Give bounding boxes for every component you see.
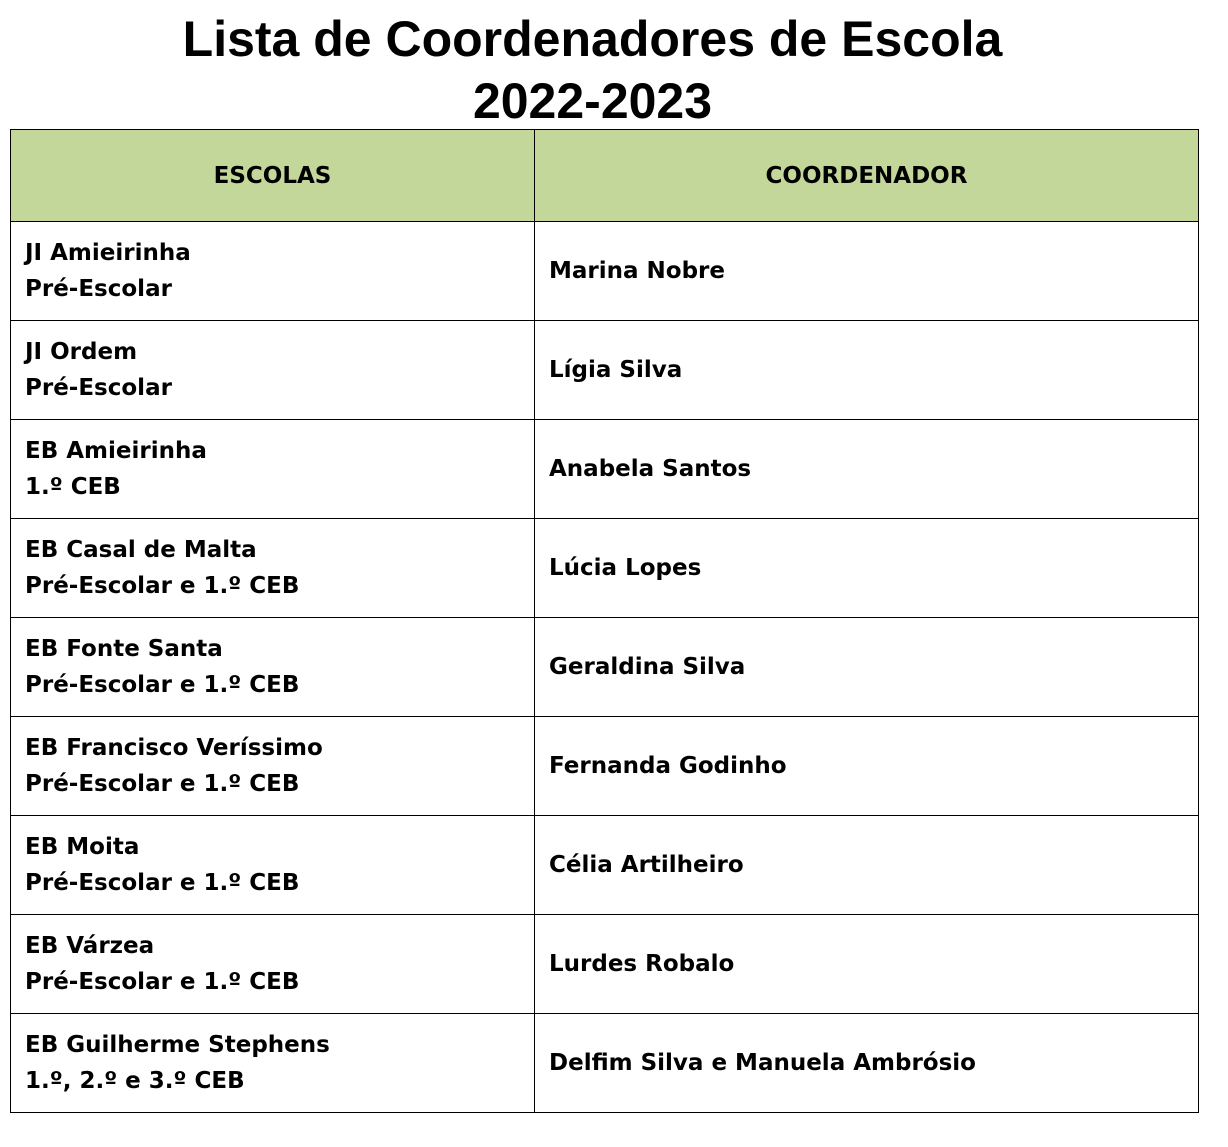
- school-name: EB Fonte Santa: [25, 636, 223, 662]
- table-row: [11, 816, 1199, 915]
- table-row: [11, 717, 1199, 816]
- coordinator-cell: Anabela Santos: [535, 420, 1199, 519]
- table-row: [11, 420, 1199, 519]
- school-level: 1.º, 2.º e 3.º CEB: [25, 1068, 245, 1094]
- header-coordinator: COORDENADOR: [535, 130, 1199, 222]
- coordinator-cell: Marina Nobre: [535, 222, 1199, 321]
- coordinator-cell: Lurdes Robalo: [535, 915, 1199, 1014]
- school-level: Pré-Escolar e 1.º CEB: [25, 771, 300, 797]
- school-cell: [11, 915, 535, 1014]
- school-level: Pré-Escolar e 1.º CEB: [25, 870, 300, 896]
- school-cell: [11, 1014, 535, 1113]
- school-cell: [11, 618, 535, 717]
- school-name: EB Amieirinha: [25, 438, 207, 464]
- coordinator-cell: Célia Artilheiro: [535, 816, 1199, 915]
- coordinators-table: [10, 129, 1199, 1113]
- school-name: EB Guilherme Stephens: [25, 1032, 330, 1058]
- school-cell: [11, 321, 535, 420]
- school-level: Pré-Escolar e 1.º CEB: [25, 573, 300, 599]
- page-title: Lista de Coordenadores de Escola: [182, 11, 1003, 67]
- school-year: 2022-2023: [472, 73, 713, 129]
- table-row: [11, 519, 1199, 618]
- school-cell: [11, 717, 535, 816]
- school-name: EB Casal de Malta: [25, 537, 257, 563]
- coordinator-cell: Lígia Silva: [535, 321, 1199, 420]
- table-row: [11, 1014, 1199, 1113]
- school-level: 1.º CEB: [25, 474, 121, 500]
- table-row: [11, 915, 1199, 1014]
- school-cell: [11, 222, 535, 321]
- coordinator-cell: Fernanda Godinho: [535, 717, 1199, 816]
- school-name: JI Ordem: [25, 339, 138, 365]
- school-level: Pré-Escolar: [25, 276, 172, 302]
- coordinator-cell: Lúcia Lopes: [535, 519, 1199, 618]
- school-name: JI Amieirinha: [25, 240, 191, 266]
- table-row: [11, 618, 1199, 717]
- coordinator-cell: Delfim Silva e Manuela Ambrósio: [535, 1014, 1199, 1113]
- school-name: EB Várzea: [25, 933, 155, 959]
- school-level: Pré-Escolar e 1.º CEB: [25, 969, 300, 995]
- school-cell: [11, 519, 535, 618]
- school-cell: [11, 420, 535, 519]
- school-level: Pré-Escolar e 1.º CEB: [25, 672, 300, 698]
- header-schools: ESCOLAS: [11, 130, 535, 222]
- table-header-row: [11, 130, 1199, 222]
- school-name: EB Moita: [25, 834, 140, 860]
- school-name: EB Francisco Veríssimo: [25, 735, 323, 761]
- table-row: [11, 222, 1199, 321]
- school-cell: [11, 816, 535, 915]
- school-level: Pré-Escolar: [25, 375, 172, 401]
- table-row: [11, 321, 1199, 420]
- coordinator-cell: Geraldina Silva: [535, 618, 1199, 717]
